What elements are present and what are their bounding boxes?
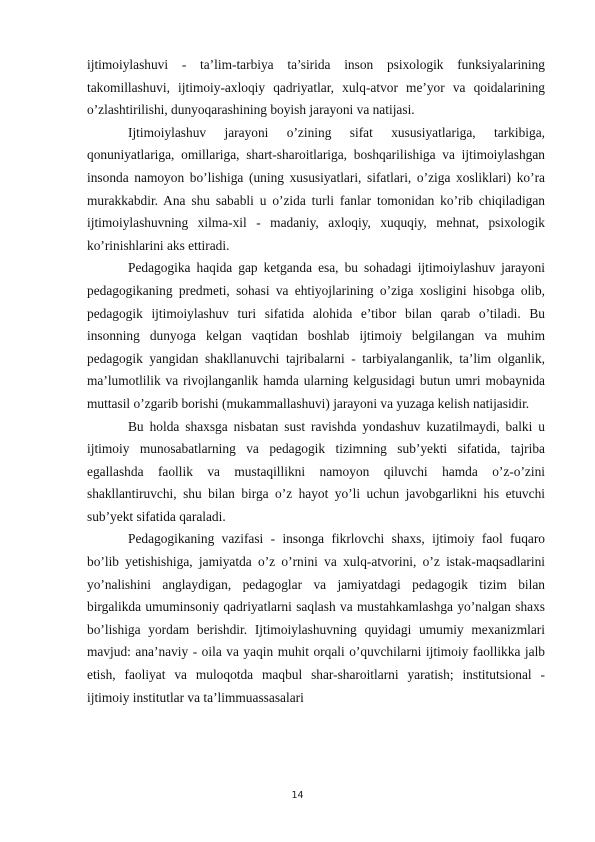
- paragraph-1: ijtimoiylashuvi - ta’lim-tarbiya ta’sirida inson psixologik funksiyalarining takomillashuvi, ijtimoiy-axloqiy qadriyatlar, xulq-atvor me’yor va qoidalarining o’zlashtirilishi, dunyoqarashining boyish jarayoni va natijasi.: [87, 57, 545, 118]
- paragraph-5: Pedagogikaning vazifasi - insonga fikrlovchi shaxs, ijtimoiy faol fuqaro bo’lib yetishishiga, jamiyatda o’z o’rnini va xulq-atvorini, o’z istak-maqsadlarini yo’nalishini anglaydigan, pedagoglar va jamiyatdagi pedagogik tizim bilan birgalikda umuminsoniy qadriyatlarni saqlash va mustahkamlashga yo’nalgan shaxs bo’lishiga yordam berishdir. Ijtimoiylashuvning quyidagi umumiy mexanizmlari mavjud: ana’naviy - oila va yaqin muhit orqali o’quvchilarni ijtimoiy faollikka jalb etish, faoliyat va muloqotda maqbul shar-sharoitlarni yaratish; institutsional - ijtimoiy institutlar va ta’limmuassasalari: [87, 531, 545, 705]
- paragraph-4: Bu holda shaxsga nisbatan sust ravishda yondashuv kuzatilmaydi, balki u ijtimoiy munosabatlarning va pedagogik tizimning sub’yekti sifatida, tajriba egallashda faollik va mustaqillikni namoyon qiluvchi hamda o’z-o’zini shakllantiruvchi, shu bilan birga o’z hayot yo’li uchun javobgarlikni his etuvchi sub’yekt sifatida qaraladi.: [87, 418, 545, 524]
- document-page: [87, 54, 545, 709]
- paragraph-3: Pedagogika haqida gap ketganda esa, bu sohadagi ijtimoiylashuv jarayoni pedagogikaning predmeti, sohasi va ehtiyojlarining o’ziga xosligini hisobga olib, pedagogik ijtimoiylashuv turi sifatida alohida e’tibor bilan qarab o’tiladi. Bu insonning dunyoga kelgan vaqtidan boshlab ijtimoiy belgilangan va muhim pedagogik yangidan shakllanuvchi tajribalarni - tarbiyalanganlik, ta’lim olganlik, ma’lumotlilik va rivojlanganlik hamda ularning kelgusidagi butun umri mobaynida muttasil o’zgarib borishi (mukammallashuvi) jarayoni va yuzaga kelish natijasidir.: [87, 260, 545, 411]
- paragraph-2: Ijtimoiylashuv jarayoni o’zining sifat xususiyatlariga, tarkibiga, qonuniyatlariga, omillariga, shart-sharoitlariga, boshqarilishiga va ijtimoiylashgan insonda namoyon bo’lishiga (uning xususiyatlari, sifatlari, o’ziga xosliklari) ko’ra murakkabdir. Ana shu sababli u o’zida turli fanlar tomonidan ko’rib chiqiladigan ijtimoiylashuvning xilma-xil - madaniy, axloqiy, xuquqiy, mehnat, psixologik ko’rinishlarini aks ettiradi.: [87, 124, 545, 253]
- page-number: 14: [291, 790, 304, 801]
